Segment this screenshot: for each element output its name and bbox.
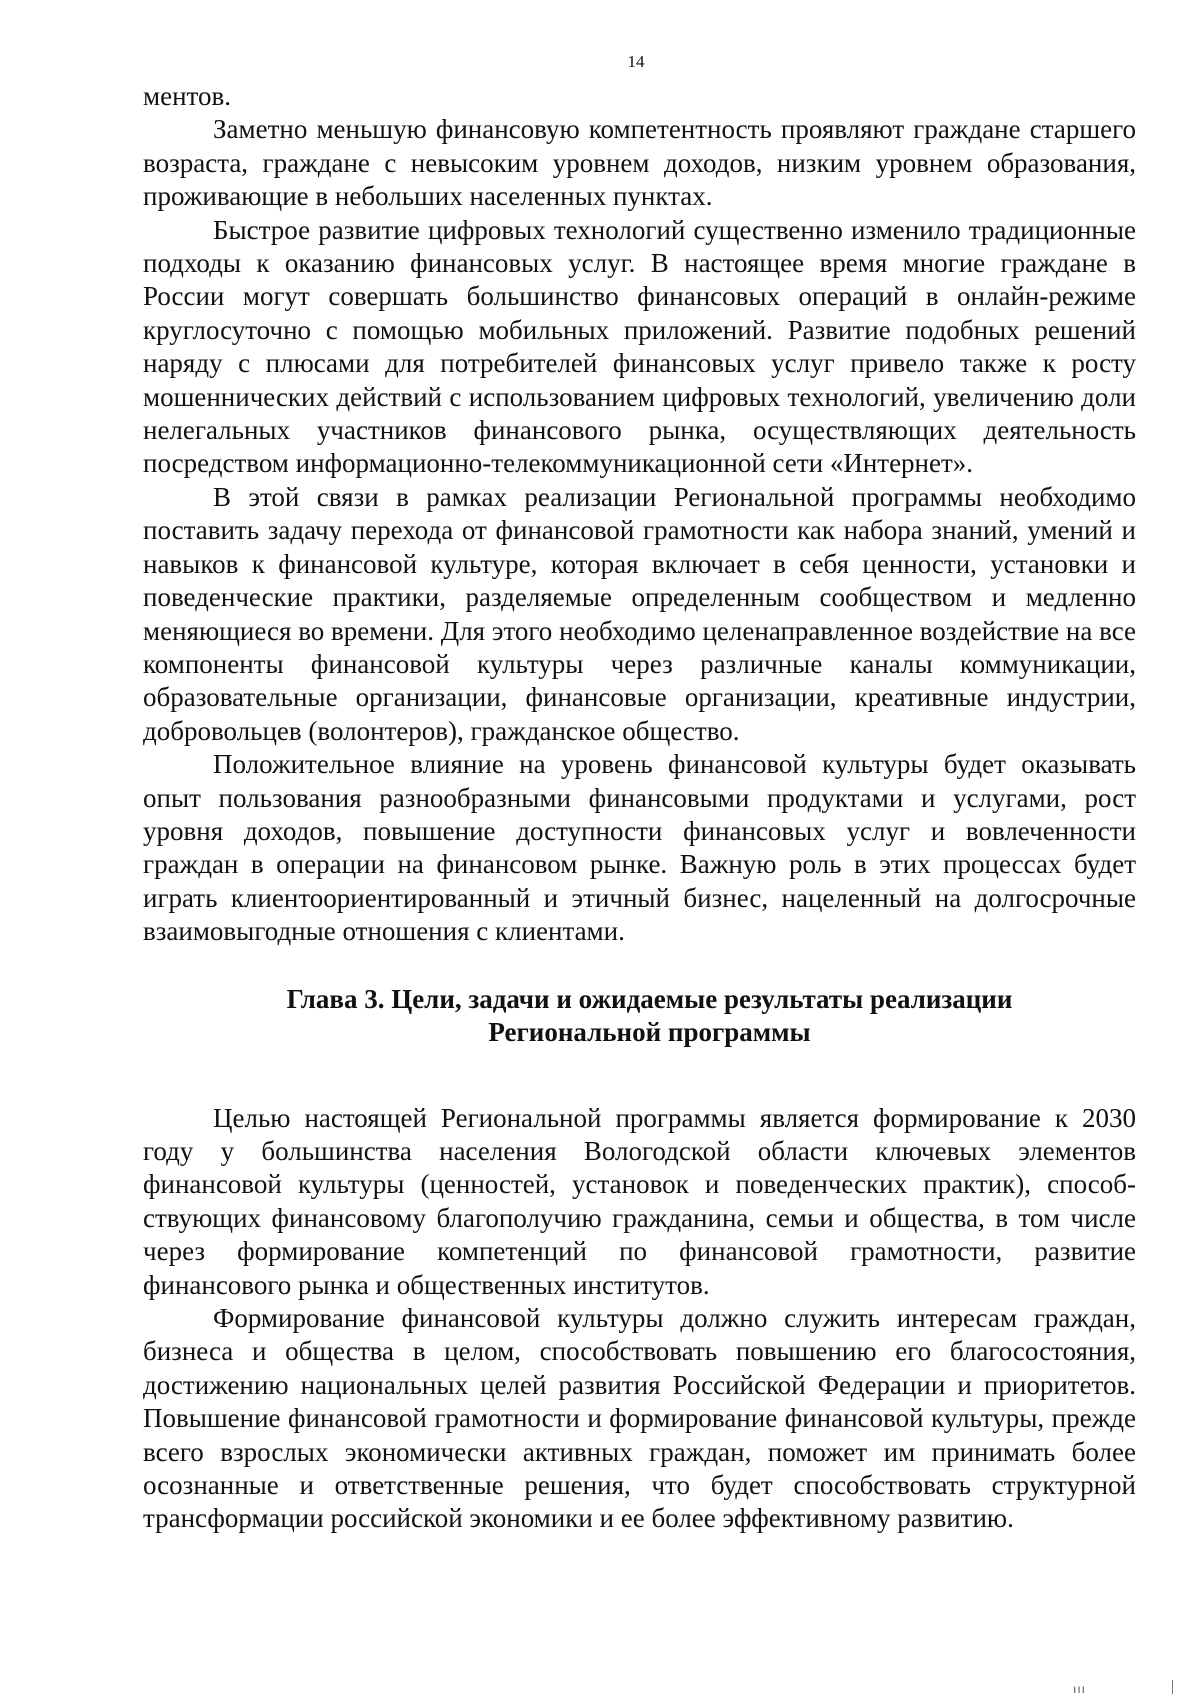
paragraph: В этой связи в рамках реализации Региональной программы необходимо поставить задачу перехода от финансовой грамотности как набора знаний, умений и навыков к финансовой культуре, которая включает в себя ценности, установки и поведенческие практики, разделяемые определенным сообществом и медленно меняющиеся во времени. Для этого необходимо целенаправленное воздействие на все компоненты финансовой культуры через различные каналы коммуникации, образовательные организации, финансовые организации, креативные индустрии, добровольцев (волонтеров), гражданское общество. — [143, 481, 1136, 746]
paragraph: Быстрое развитие цифровых технологий существенно изменило традиционные подходы к оказанию финансовых услуг. В настоящее время многие граждане в России могут совершать большинство финансовых операций в онлайн-режиме круглосуточно с помощью мобильных приложений. Развитие подобных решений наряду с плюсами для потребителей финансовых услуг привело также к росту мошеннических действий с использованием цифровых технологий, увеличению доли нелегальных участников финансового рынка, осуществляющих деятельность посредством информационно-телекоммуникационной сети «Интернет». — [143, 214, 1136, 479]
paragraph: Положительное влияние на уровень финансовой культуры будет оказывать опыт пользования разнообразными финансовыми продуктами и услугами, рост уровня доходов, повышение доступности финансовых услуг и вовлеченности граждан в операции на финансовом рынке. Важную роль в этих процессах будет играть клиентоориентированный и этичный бизнес, нацеленный на долгосрочные взаимовыгодные отношения с клиентами. — [143, 749, 1136, 947]
document-body — [143, 80, 1136, 1536]
paragraph: Заметно меньшую финансовую компетентность проявляют граждане старшего возраста, граждане с невысоким уровнем доходов, низким уровнем образования, проживающие в небольших населенных пунктах. — [143, 114, 1136, 212]
paragraph: ментов. — [143, 81, 231, 111]
scan-edge-tick — [1172, 1680, 1173, 1694]
chapter-heading — [143, 983, 1136, 1049]
paragraph: Формирование финансовой культуры должно служить интересам граждан, бизнеса и общества в целом, способствовать повышению его благосостояния, достижению национальных целей развития Российской Федерации и приоритетов. Повышение финансовой грамотности и формирование финансовой культуры, прежде всего взрослых экономически активных граждан, поможет им принимать более осознанные и ответственные решения, что будет способствовать структурной трансформации российской экономики и ее более эффективному развитию. — [143, 1303, 1136, 1534]
page-number: 14 — [627, 52, 645, 71]
paragraph: Целью настоящей Региональной программы является формирование к 2030 году у большинства населения Вологодской области ключевых элементов финансовой культуры (ценностей, установок и поведенческих практик), способствующих финансовому благополучию гражданина, семьи и общества, в том числе через формирование компетенций по финансовой грамотности, развитие финансового рынка и общественных институтов. — [143, 1102, 1136, 1300]
paragraphs-section-1 — [143, 80, 1136, 949]
chapter-heading-line-2: Региональной программы — [488, 1016, 811, 1047]
chapter-heading-line-1: Глава 3. Цели, задачи и ожидаемые результаты реализации — [286, 983, 1013, 1014]
paragraphs-section-2 — [143, 1102, 1136, 1536]
scan-corner-mark: ııı — [1073, 1682, 1087, 1696]
